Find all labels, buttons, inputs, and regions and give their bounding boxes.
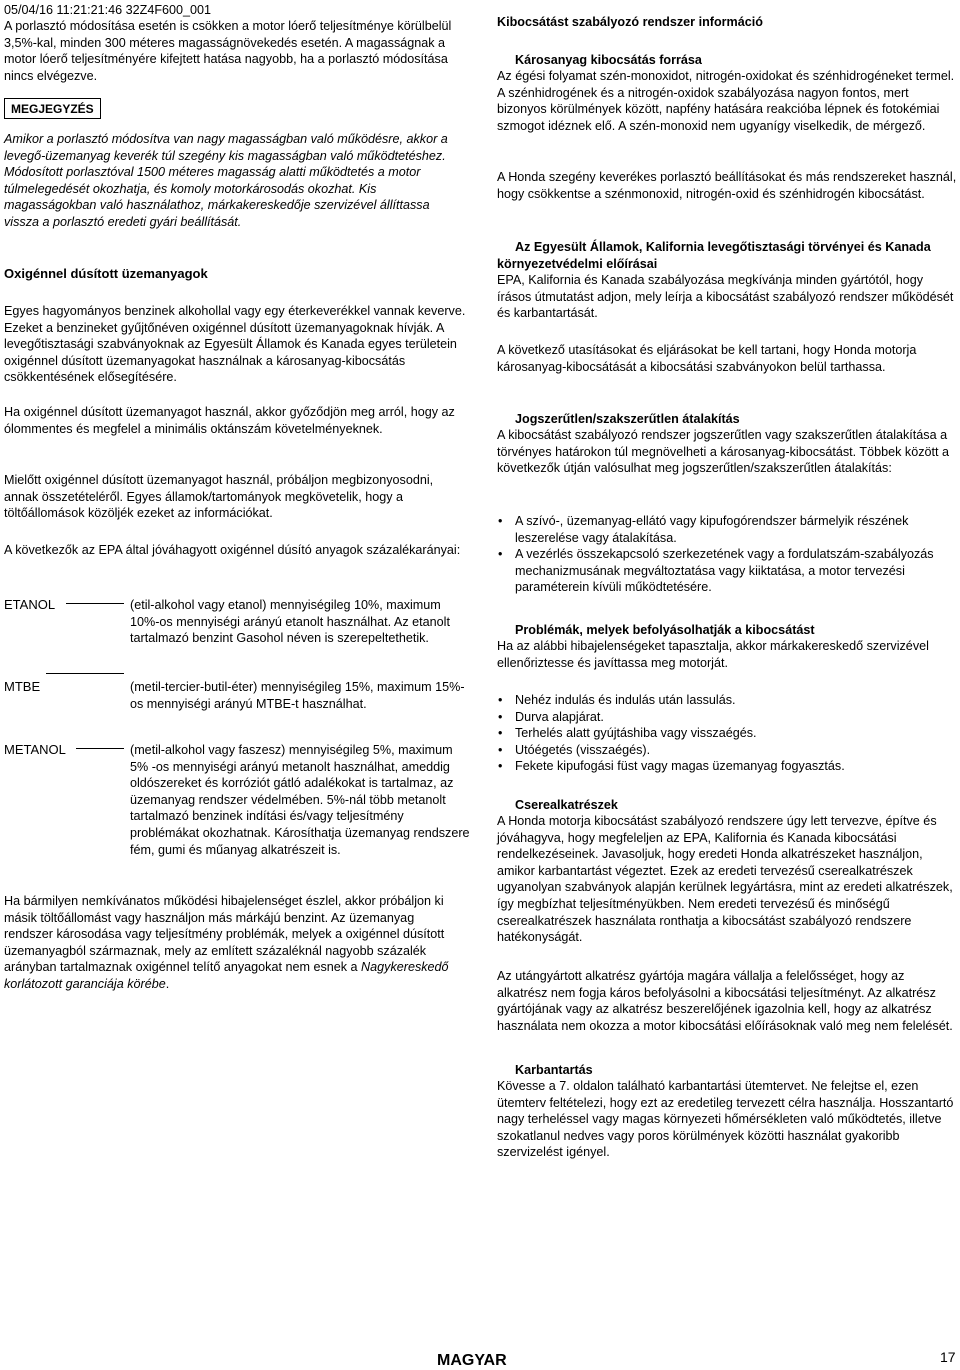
list-item: • Nehéz indulás és indulás után lassulás.	[497, 692, 957, 709]
list-item: • Fekete kipufogási füst vagy magas üzemanyag fogyasztás.	[497, 758, 957, 775]
us-laws-text-2: A következő utasításokat és eljárásokat be kell tartani, hogy Honda motorja károsanyag-kibocsátását a kibocsátási szabványokon belül tarthassa.	[497, 343, 917, 374]
list-item: • Terhelés alatt gyújtáshiba vagy visszaégés.	[497, 725, 957, 742]
list-item: • A vezérlés összekapcsoló szerkezetének vagy a fordulatszám-szabályozás mechanizmusának megváltoztatása vagy kiiktatása, a motor tervezési paraméterein kívüli működtetésére.	[497, 546, 957, 596]
honda-lean-text: A Honda szegény keverékes porlasztó beállításokat és más rendszereket használ, hogy csökkentse a szénmonoxid, nitrogén-oxid és szénhidrogén kibocsátást.	[497, 170, 957, 201]
list-item: • Utóégetés (visszaégés).	[497, 742, 957, 759]
us-laws-text: EPA, Kalifornia és Kanada szabályozása megkívánja minden gyártótól, hogy írásos útmutatást adjon, mely leírja a kibocsátást szabályozó rendszer működését és karbantartását.	[497, 273, 954, 321]
replacement-parts-heading: Cserealkatrészek	[515, 798, 618, 812]
emission-source-text: Az égési folyamat szén-monoxidot, nitrogén-oxidokat és szénhidrogéneket termel. A szénhidrogének és a nitrogén-oxidok szabályozása nagyon fontos, mert bizonyos körülmények között, napfény hatására reakcióba lépnek és fotokémiai szmogot idéznek elő. A szén-monoxid nem ugyanígy viselkedik, de mérgező.	[497, 69, 955, 133]
problems-heading: Problémák, melyek befolyásolhatják a kibocsátást	[515, 623, 815, 637]
document-stamp: 05/04/16 11:21:21:46 32Z4F600_001	[4, 3, 212, 17]
fuel-name: ETANOL	[4, 597, 56, 612]
replacement-parts-text: A Honda motorja kibocsátást szabályozó rendszere úgy lett tervezve, építve és jóváhagyva, hogy megfeleljen az EPA, Kalifornia és Kanada kibocsátási rendelkezéseinek. Javasoljuk, hogy eredeti Honda alkatrészeket használjon, amikor karbantartást végeztet. Ezek az eredeti tervezésű cserealkatrészek ugyanolyan szabványok alapján kerülnek legyártásra, mint az eredeti alkatrészek, így megbízhat teljesítményükben. Nem eredeti tervezésű és minőségű cserealkatrészek használata ronthatja a kibocsátást szabályozó rendszere hatékonyságát.	[497, 814, 953, 945]
fuel-description: (metil-tercier-butil-éter) mennyiségileg 15%, maximum 15%-os mennyiségi arányú MTBE-t használhat.	[130, 680, 465, 711]
tampering-heading: Jogszerűtlen/szakszerűtlen átalakítás	[515, 412, 740, 426]
warranty-name: Nagykereskedő korlátozott garanciája körébe	[4, 960, 449, 991]
problems-text: Ha az alábbi hibajelenségeket tapasztalja, akkor márkakereskedő szervizével ellenőriztesse és javíttassa meg motorját.	[497, 639, 929, 670]
list-item: • Durva alapjárat.	[497, 709, 957, 726]
warranty-paragraph: Ha bármilyen nemkívánatos működési hibajelenséget észlel, akkor próbáljon ki másik töltőállomást vagy használjon más márkájú benzint. Az üzemanyag rendszer károsodása vagy teljesítmény problémák, melyek a oxigénnel dúsított üzemanyagból származnak, mely az említett százaléknál nagyobb százalék arányban tartalmaznak oxigénnel telítő anyagokat nem esnek a Nagykereskedő korlátozott garanciája körébe.	[4, 894, 449, 991]
list-item: • A szívó-, üzemanyag-ellátó vagy kipufogórendszer bármelyik részének leszerelése vagy átalakítása.	[497, 513, 957, 546]
fuel-description: (etil-alkohol vagy etanol) mennyiségileg 10%, maximum 10%-os mennyiségi arányú etanolt használhat. Az etanolt tartalmazó benzint Gasohol néven is szerepeltethetik.	[130, 598, 450, 646]
tampering-text: A kibocsátást szabályozó rendszer jogszerűtlen vagy szakszerűtlen átalakítása a törvényes határokon túl megnövelheti a károsanyag-kibocsátást. Többek között a következők útján valósulhat meg jogszerűtlen/szakszerűtlen átalakítás:	[497, 428, 950, 476]
emission-source-heading: Károsanyag kibocsátás forrása	[515, 53, 702, 67]
replacement-parts-text-2: Az utángyártott alkatrész gyártója magára vállalja a felelősséget, hogy az alkatrész nem fogja káros befolyásolni a kibocsátási teljesítményt. Az alkatrész gyártójának vagy az alkatrész beszerelőjének igazolnia kell, hogy az alkatrész használata nem okozza a motor kibocsátási előírásoknak való meg nem felelését.	[497, 969, 953, 1033]
leader-line	[76, 748, 124, 749]
note-label: MEGJEGYZÉS	[4, 98, 101, 119]
problems-list	[497, 692, 957, 775]
us-laws-heading: Az Egyesült Államok, Kalifornia levegőtisztasági törvényei és Kanada környezetvédelmi előírásai	[497, 240, 931, 271]
epa-list-intro: A következők az EPA által jóváhagyott oxigénnel dúsító anyagok százalékarányai:	[4, 543, 461, 557]
tampering-list	[497, 513, 957, 596]
oxygenated-fuels-paragraph-2: Ha oxigénnel dúsított üzemanyagot használ, akkor győződjön meg arról, hogy az ólommentes és megfelel a minimális oktánszám követelményeknek.	[4, 405, 455, 436]
fuel-description: (metil-alkohol vagy faszesz) mennyiségileg 5%, maximum 5% -os mennyiségi arányú metanolt használhat, ameddig oldószereket és korróziót gátló adalékokat is tartalmaz, az üzemanyag rendszer védelmében. 5%-nál több metanolt tartalmazó benzinek indítási és/vagy teljesítmény problémákat okozhatnak. Károsíthatja üzemanyag rendszere fém, gumi és műanyag alkatrészeit is.	[130, 743, 470, 857]
oxygenated-fuels-paragraph-3: Mielőtt oxigénnel dúsított üzemanyagot használ, próbáljon megbizonyosodni, annak összetételéről. Egyes államok/tartományok megkövetelik, hogy a töltőállomások közöljék ezeket az információkat.	[4, 473, 434, 521]
maintenance-heading: Karbantartás	[515, 1063, 593, 1077]
leader-line	[66, 603, 124, 604]
emission-info-heading: Kibocsátást szabályozó rendszer információ	[497, 15, 763, 29]
maintenance-text: Kövesse a 7. oldalon található karbantartási ütemtervet. Ne felejtse el, ezen ütemterv feltételezi, hogy ezt az eredetileg tervezett célra használja. Hosszantartó nagy terheléssel vagy magas környezeti hőmérsékleten való működtetés, illetve szokatlanul nedves vagy poros körülmények közötti használat gyakoribb szervizelést igényel.	[497, 1079, 954, 1160]
leader-line	[46, 673, 124, 674]
fuel-name: METANOL	[4, 742, 66, 757]
page-number: 17	[940, 1349, 956, 1365]
oxygenated-fuels-paragraph-1: Egyes hagyományos benzinek alkohollal vagy egy éterkeverékkel vannak keverve. Ezeket a benzineket gyűjtőnéven oxigénnel dúsított üzemanyagoknak hívják. A levegőtisztasági szabványoknak az Egyesült Államok és Kanada egyes területein oxigénnel dúsított üzemanyagokat használnak a károsanyag-kibocsátás csökkentésének elősegítésére.	[4, 304, 466, 385]
footer-language: MAGYAR	[437, 1352, 507, 1369]
oxygenated-fuels-heading: Oxigénnel dúsított üzemanyagok	[4, 266, 208, 281]
note-text: Amikor a porlasztó módosítva van nagy magasságban való működésre, akkor a levegő-üzemanyag keverék túl szegény kis magasságban való működtetéshez. Módosított porlasztóval 1500 méteres magasság alatti működtetés a motor túlmelegedését okozhatja, és komoly motorkárosodás okozhat. Kis magasságokban való használathoz, márkakereskedője szervizével állíttassa vissza a porlasztó eredeti gyári beállítását.	[4, 132, 448, 229]
fuel-name: MTBE	[4, 679, 41, 694]
altitude-intro-paragraph: A porlasztó módosítása esetén is csökken a motor lóerő teljesítménye körülbelül 3,5%-kal, minden 300 méteres magasságnövekedés esetén. A magasságnak a motor lóerő teljesítményére kifejtett hatása nagyobb, ha a porlasztó módosítása nincs elvégezve.	[4, 19, 452, 83]
